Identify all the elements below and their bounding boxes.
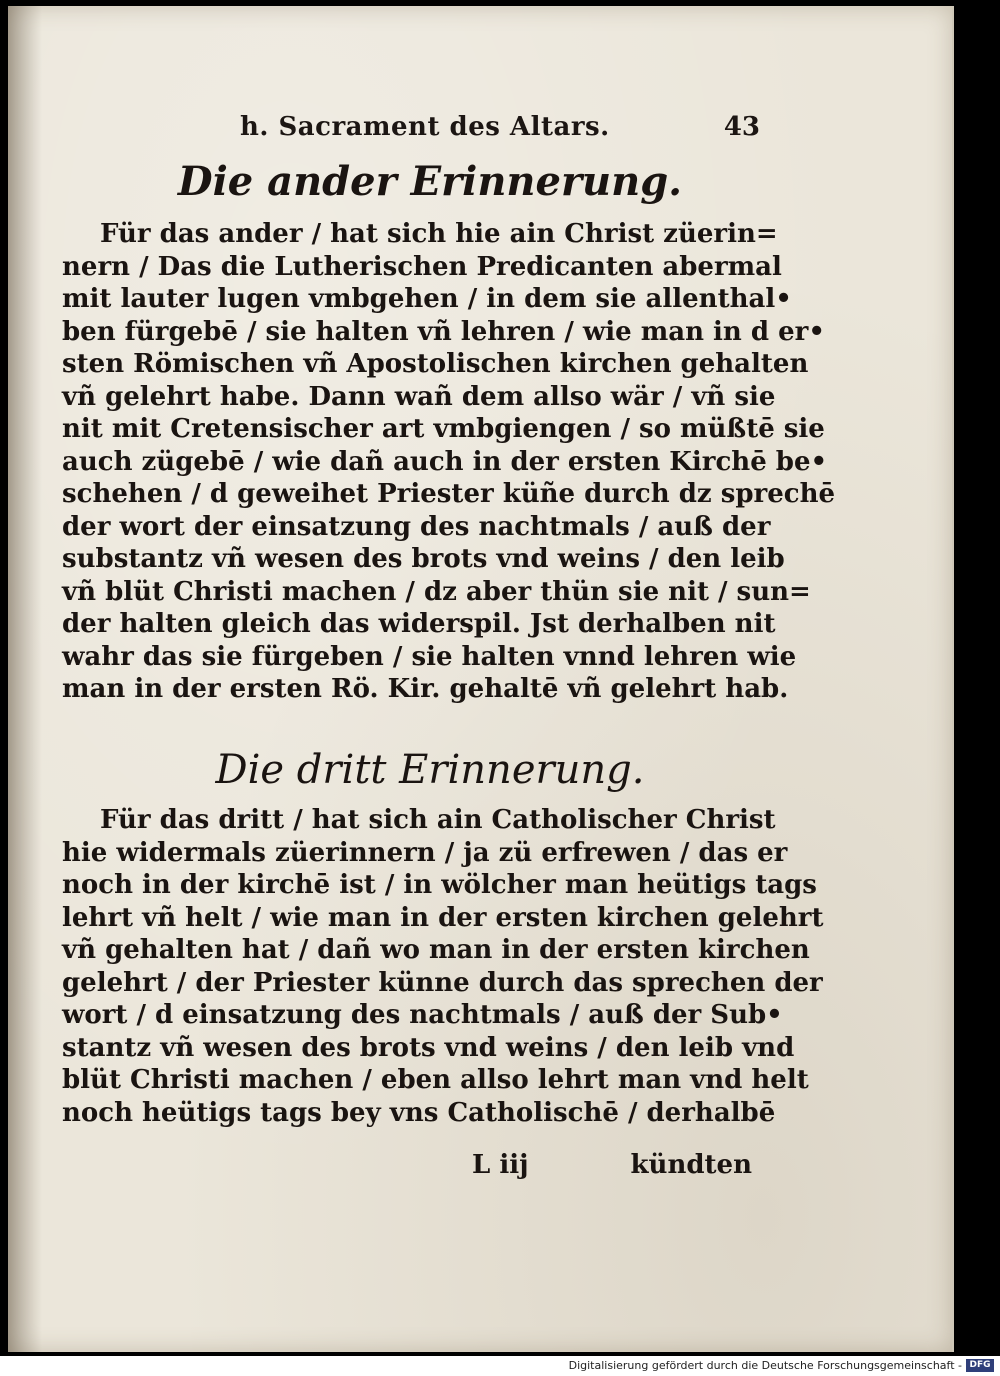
funding-notice: Digitalisierung gefördert durch die Deutsche Forschungsgemeinschaft - (568, 1359, 962, 1372)
text-line: noch heütigs tags bey vns Catholischē / derhalbē (62, 1097, 776, 1128)
text-line: wort / d einsatzung des nachtmals / auß der Sub• (62, 1000, 783, 1030)
text-line: mit lauter lugen vmbgehen / in dem sie allenthal• (62, 284, 792, 314)
text-line: man in der ersten Rö. Kir. gehaltē vñ gelehrt hab. (62, 674, 789, 704)
catchword: kündten (630, 1150, 752, 1180)
text-line: hie widermals züerinnern / ja zü erfrewen / das er (62, 837, 788, 868)
text-line: vñ gehalten hat / dañ wo man in der ersten kirchen (62, 935, 810, 965)
text-line: vñ blüt Christi machen / dz aber thün sie nit / sun= (62, 576, 811, 607)
text-line: der halten gleich das widerspil. Jst derhalben nit (62, 609, 776, 639)
text-line: lehrt vñ helt / wie man in der ersten kirchen gelehrt (62, 902, 824, 933)
footer-bar (0, 1356, 1000, 1376)
dfg-logo-icon[interactable]: DFG (966, 1359, 994, 1372)
catch-line (62, 1150, 752, 1184)
text-line: schehen / d geweihet Priester küñe durch dz sprechē (62, 479, 836, 509)
running-head (240, 112, 760, 152)
paragraph-1 (62, 218, 836, 706)
running-title: h. Sacrament des Altars. (240, 112, 610, 142)
text-line: sten Römischen vñ Apostolischen kirchen gehalten (62, 349, 809, 379)
text-line: Für das ander / hat sich hie ain Christ züerin= (100, 219, 778, 249)
text-line: gelehrt / der Priester künne durch das sprechen der (62, 967, 823, 998)
text-line: noch in der kirchē ist / in wölcher man heütigs tags (62, 870, 817, 900)
text-line: auch zügebē / wie dañ auch in der ersten Kirchē be• (62, 446, 828, 477)
text-line: nern / Das die Lutherischen Predicanten abermal (62, 251, 782, 282)
section-heading-1: Die ander Erinnerung. (177, 158, 683, 205)
text-line: nit mit Cretensischer art vmbgiengen / so müßtē sie (62, 414, 825, 444)
text-line: stantz vñ wesen des brots vnd weins / den leib vnd (62, 1032, 795, 1063)
text-line: wahr das sie fürgeben / sie halten vnnd lehren wie (62, 641, 797, 672)
paragraph-2 (62, 804, 824, 1129)
text-line: blüt Christi machen / eben allso lehrt man vnd helt (62, 1065, 809, 1095)
text-line: Für das dritt / hat sich ain Catholischer Christ (100, 805, 776, 835)
signature-mark: L iij (472, 1150, 529, 1180)
text-line: vñ gelehrt habe. Dann wañ dem allso wär / vñ sie (62, 381, 776, 412)
page-gutter-shadow (8, 6, 42, 1352)
page-number: 43 (723, 112, 760, 142)
text-line: substantz vñ wesen des brots vnd weins / den leib (62, 544, 785, 574)
text-line: ben fürgebē / sie halten vñ lehren / wie man in d er• (62, 316, 825, 347)
section-heading-2: Die dritt Erinnerung. (215, 747, 645, 793)
text-line: der wort der einsatzung des nachtmals / auß der (62, 511, 771, 542)
